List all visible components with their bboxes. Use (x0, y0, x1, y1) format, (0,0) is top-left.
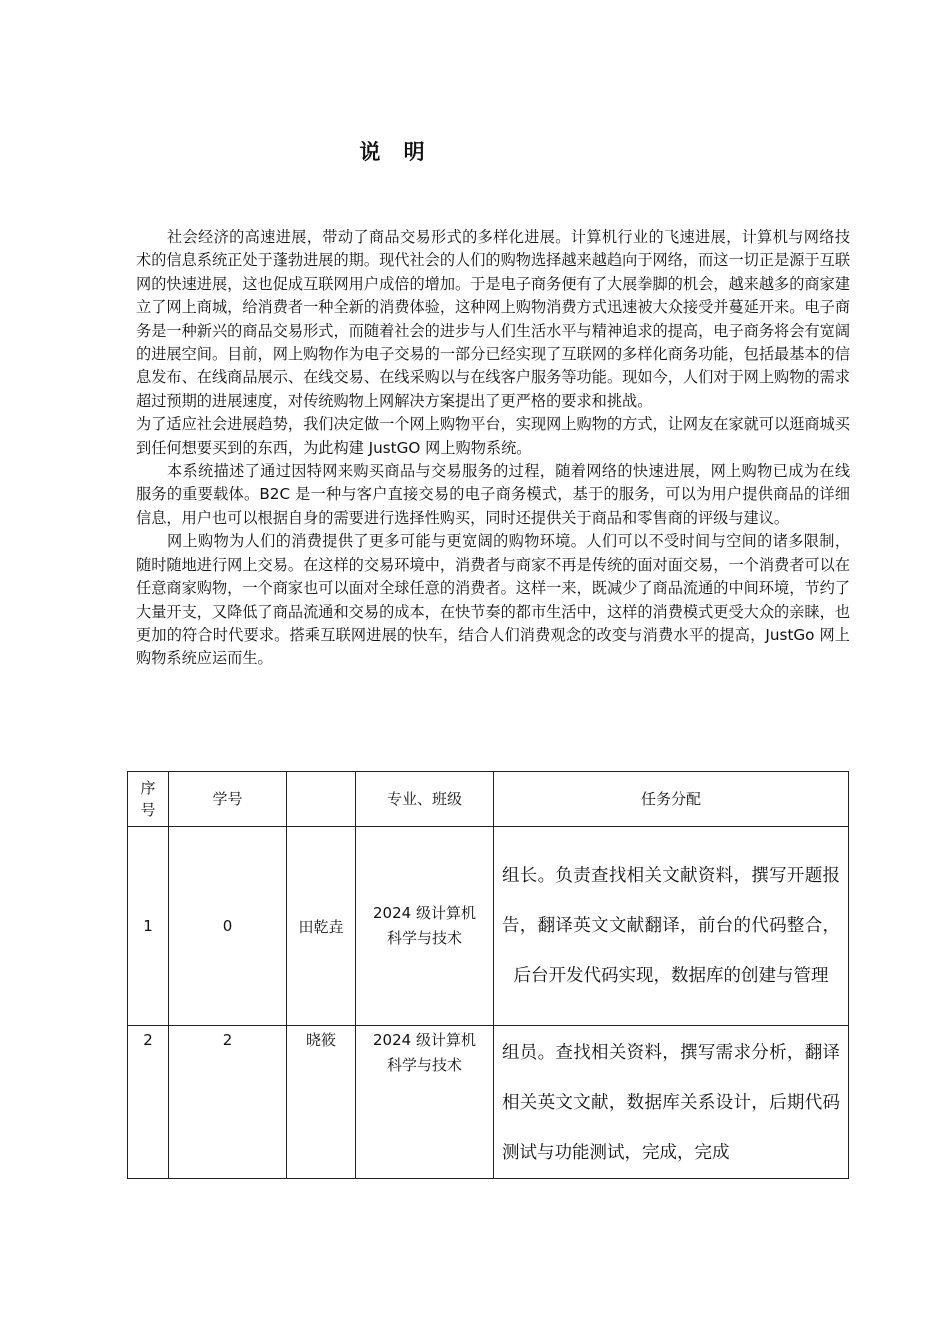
table-row (128, 1026, 849, 1179)
cell-name: 田乾垚 (287, 827, 356, 1026)
cell-student-id: 0 (169, 827, 287, 1026)
cell-student-id: 2 (169, 1026, 287, 1179)
cell-major: 2024 级计算机科学与技术 (356, 1026, 494, 1179)
header-task: 任务分配 (494, 772, 849, 827)
body-text (136, 226, 850, 671)
task-table (127, 771, 849, 1179)
header-no: 序号 (128, 772, 169, 827)
paragraph: 社会经济的高速进展，带动了商品交易形式的多样化进展。计算机行业的飞速进展，计算机与网络技术的信息系统正处于蓬勃进展的期。现代社会的人们的购物选择越来越趋向于网络，而这一切正是源于互联网的快速进展，这也促成互联网用户成倍的增加。于是电子商务便有了大展拳脚的机会，越来越多的商家建立了网上商城，给消费者一种全新的消费体验，这种网上购物消费方式迅速被大众接受并蔓延开来。电子商务是一种新兴的商品交易形式，而随着社会的进步与人们生活水平与精神追求的提高，电子商务将会有宽阔的进展空间。目前，网上购物作为电子交易的一部分已经实现了互联网的多样化商务功能，包括最基本的信息发布、在线商品展示、在线交易、在线采购以与在线客户服务等功能。现如今，人们对于网上购物的需求超过预期的进展速度，对传统购物上网解决方案提出了更严格的要求和挑战。 (136, 228, 850, 410)
cell-no: 2 (128, 1026, 169, 1179)
cell-major: 2024 级计算机科学与技术 (356, 827, 494, 1026)
paragraph: 网上购物为人们的消费提供了更多可能与更宽阔的购物环境。人们可以不受时间与空间的诸多限制，随时随地进行网上交易。在这样的交易环境中，消费者与商家不再是传统的面对面交易，一个消费者可以在任意商家购物，一个商家也可以面对全球任意的消费者。这样一来，既减少了商品流通的中间环境，节约了大量开支，又降低了商品流通和交易的成本，在快节奏的都市生活中，这样的消费模式更受大众的亲睐，也更加的符合时代要求。搭乘互联网进展的快车，结合人们消费观念的改变与消费水平的提高，JustGo 网上购物系统应运而生。 (136, 532, 850, 668)
page-title: 说 明 (359, 140, 433, 164)
table-header-row (128, 772, 849, 827)
cell-task: 组员。查找相关资料，撰写需求分析，翻译相关英文文献，数据库关系设计，后期代码测试与功能测试，完成，完成 (494, 1026, 849, 1179)
header-name (287, 772, 356, 827)
header-student-id: 学号 (169, 772, 287, 827)
paragraph: 本系统描述了通过因特网来购买商品与交易服务的过程，随着网络的快速进展，网上购物已成为在线服务的重要载体。B2C 是一种与客户直接交易的电子商务模式，基于的服务，可以为用户提供商品的详细信息，用户也可以根据自身的需要进行选择性购买，同时还提供关于商品和零售商的评级与建议。 (136, 462, 850, 527)
cell-no: 1 (128, 827, 169, 1026)
paragraph: 为了适应社会进展趋势，我们决定做一个网上购物平台，实现网上购物的方式，让网友在家就可以逛商城买到任何想要买到的东西，为此构建 JustGO 网上购物系统。 (136, 415, 850, 457)
header-major: 专业、班级 (356, 772, 494, 827)
cell-task: 组长。负责查找相关文献资料，撰写开题报告，翻译英文文献翻译，前台的代码整合，后台开发代码实现，数据库的创建与管理 (494, 827, 849, 1026)
table-row (128, 827, 849, 1026)
cell-name: 晓筱 (287, 1026, 356, 1179)
